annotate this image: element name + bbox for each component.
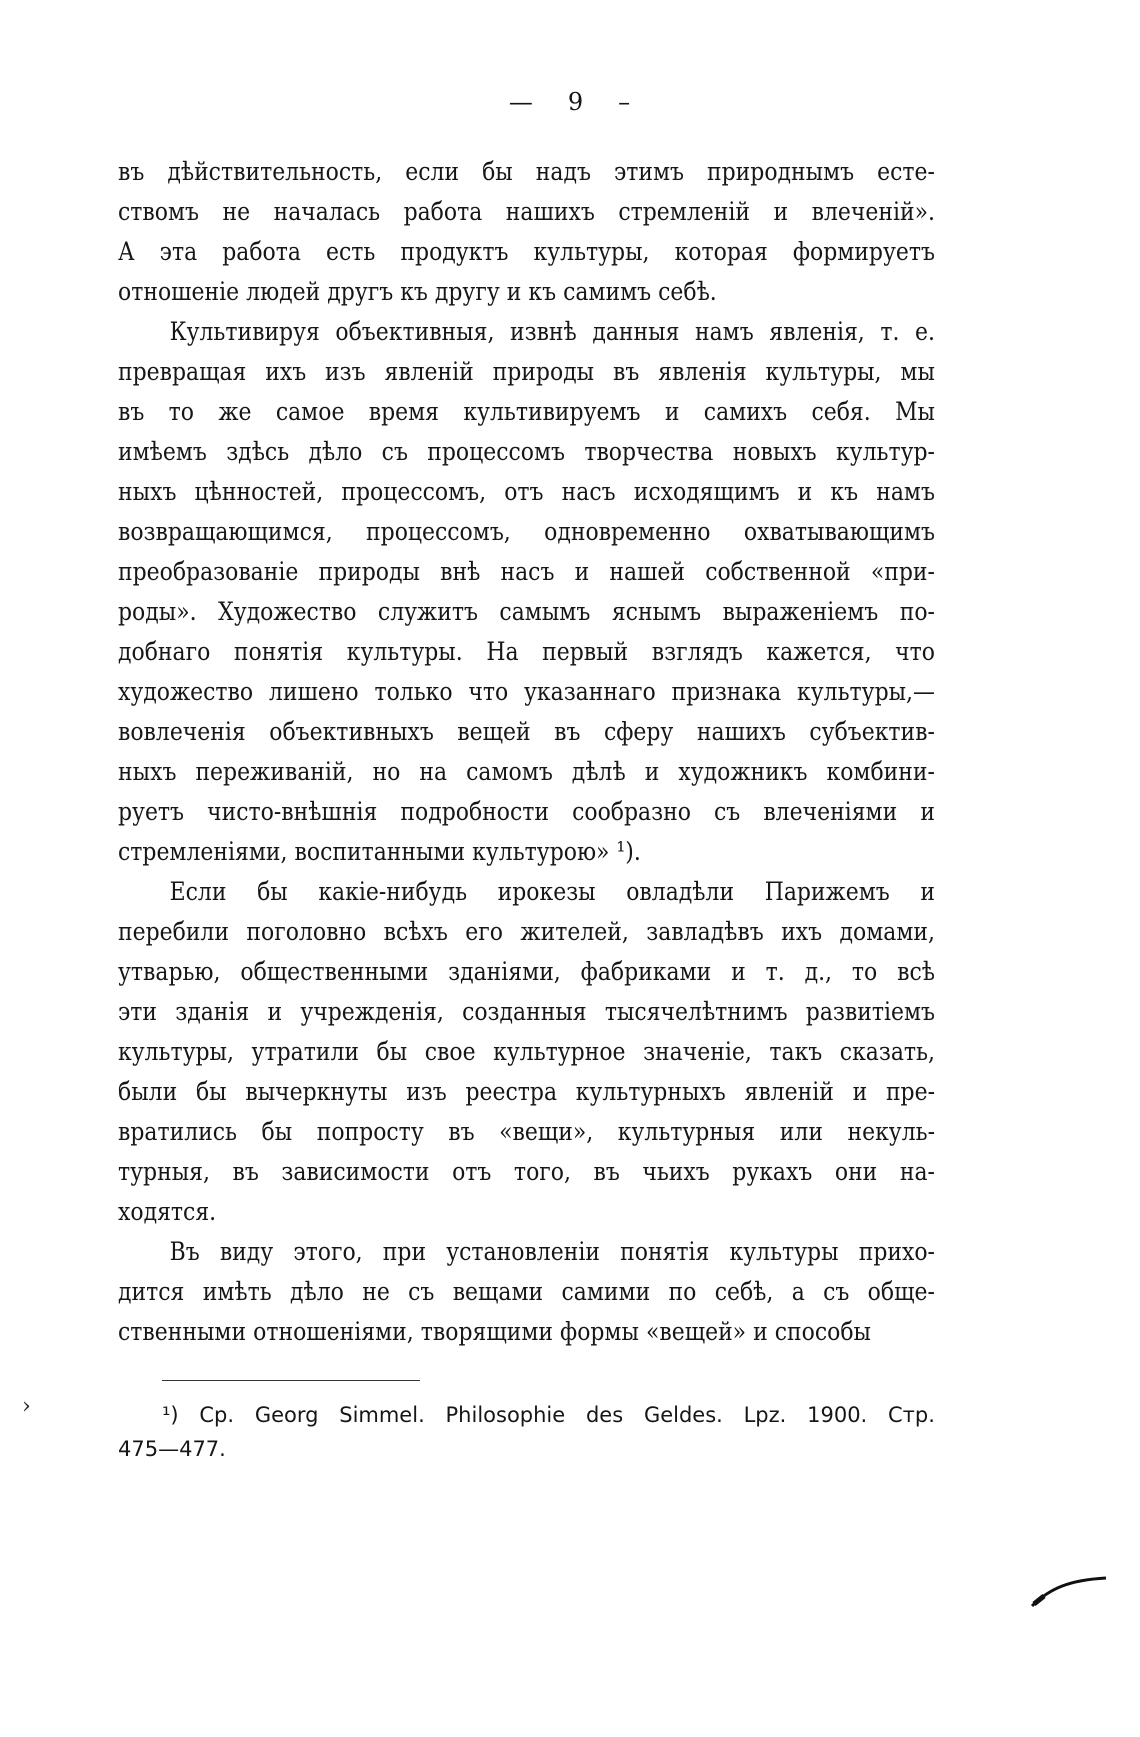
word: ихъ xyxy=(265,357,307,387)
word: дѣйствительность, xyxy=(167,157,383,187)
word: къ xyxy=(528,277,557,307)
word: на- xyxy=(899,1157,935,1187)
ink-stroke-mark xyxy=(1030,1570,1110,1610)
word: которая xyxy=(674,237,768,267)
word: себѣ, xyxy=(714,1277,774,1307)
word: вратились xyxy=(118,1117,237,1147)
word: культуры, xyxy=(118,1037,234,1067)
word: изъ xyxy=(325,357,366,387)
footnote-separator xyxy=(162,1380,420,1381)
word: Philosophie xyxy=(445,1403,566,1427)
text-line xyxy=(118,912,935,952)
text-line xyxy=(118,1112,935,1152)
word: вычеркнуты xyxy=(245,1077,388,1107)
word: формы xyxy=(560,1317,639,1347)
word: къ xyxy=(400,277,428,307)
word: такъ xyxy=(769,1037,823,1067)
word: культурою» xyxy=(472,837,610,867)
word: вещами xyxy=(452,1277,544,1307)
word: что xyxy=(895,637,935,667)
word: людей xyxy=(246,277,321,307)
word: Simmel. xyxy=(339,1403,425,1427)
text-line xyxy=(118,392,935,432)
text-line xyxy=(118,632,935,672)
word: переживаній, xyxy=(195,757,354,787)
word: выраженіемъ xyxy=(722,597,879,627)
word: одновременно xyxy=(544,517,711,547)
word: дѣлѣ xyxy=(571,757,626,787)
page-number xyxy=(0,88,1140,116)
text-line xyxy=(118,432,935,472)
word: служитъ xyxy=(377,597,478,627)
word: были xyxy=(118,1077,178,1107)
text-line xyxy=(118,592,935,632)
word: перебили xyxy=(118,917,229,947)
word: указаннаго xyxy=(524,677,656,707)
word: изъ xyxy=(406,1077,447,1107)
text-line xyxy=(118,672,935,712)
word: въ xyxy=(612,357,640,387)
word: прихо- xyxy=(858,1237,935,1267)
word: творчества xyxy=(584,437,714,467)
word: художникъ xyxy=(678,757,808,787)
word: намъ xyxy=(694,317,754,347)
word: ¹) xyxy=(162,1403,179,1427)
word: началась xyxy=(273,197,381,227)
word: общественными xyxy=(240,957,429,987)
text-line xyxy=(118,272,935,312)
word: насъ xyxy=(500,557,555,587)
word: есть xyxy=(326,237,376,267)
word: ныхъ xyxy=(118,757,177,787)
word: бы xyxy=(376,1037,408,1067)
word: эти xyxy=(118,997,158,1027)
word: «при- xyxy=(870,557,935,587)
word: жителей, xyxy=(520,917,629,947)
word: явленій xyxy=(744,1077,834,1107)
word: дится xyxy=(118,1277,185,1307)
word: въ xyxy=(118,157,145,187)
word: самымъ xyxy=(499,597,591,627)
word: культуры, xyxy=(533,237,650,267)
word: сообразно xyxy=(572,797,691,827)
word: и xyxy=(920,877,935,907)
word: 475—477. xyxy=(118,1437,226,1461)
word: продуктъ xyxy=(400,237,509,267)
word: первый xyxy=(542,637,629,667)
word: «вещей» xyxy=(645,1317,747,1347)
word: себѣ. xyxy=(658,277,717,307)
word: что xyxy=(468,677,509,707)
word: отношеніями, xyxy=(253,1317,414,1347)
word: процессомъ xyxy=(427,437,565,467)
word: Если xyxy=(169,877,227,907)
word: ствомъ xyxy=(118,197,199,227)
word: по- xyxy=(899,597,935,627)
word: зданіями, xyxy=(448,957,561,987)
word: нашихъ xyxy=(696,717,786,747)
word: понятія xyxy=(620,1237,710,1267)
word: творящими xyxy=(420,1317,554,1347)
word: На xyxy=(486,637,519,667)
word: воспитанными xyxy=(294,837,466,867)
text-line xyxy=(118,832,935,872)
word: природнымъ xyxy=(707,157,855,187)
word: культурное xyxy=(493,1037,626,1067)
word: культуры, xyxy=(765,357,882,387)
word: бы xyxy=(257,877,288,907)
word: съ xyxy=(823,1277,850,1307)
word: не xyxy=(222,197,251,227)
word: поголовно xyxy=(246,917,367,947)
word: нашей xyxy=(609,557,686,587)
word: признака xyxy=(671,677,782,707)
word: фабриками xyxy=(580,957,712,987)
word: собственной xyxy=(705,557,851,587)
word: вовлеченія xyxy=(118,717,246,747)
word: е. xyxy=(915,317,935,347)
word: охватывающимъ xyxy=(743,517,935,547)
word: на xyxy=(419,757,448,787)
word: учрежденія, xyxy=(300,997,444,1027)
word: эта xyxy=(159,237,198,267)
word: явленія xyxy=(658,357,747,387)
word: понятія xyxy=(233,637,324,667)
word: тысячелѣтнимъ xyxy=(604,997,788,1027)
text-line xyxy=(118,1192,935,1232)
word: отъ xyxy=(452,1157,492,1187)
word: отъ xyxy=(504,477,544,507)
word: ирокезы xyxy=(497,877,596,907)
word: есте- xyxy=(877,157,935,187)
word: турныя, xyxy=(118,1157,210,1187)
text-line xyxy=(118,352,935,392)
text-line xyxy=(118,312,935,352)
word: этимъ xyxy=(613,157,685,187)
word: культурныхъ xyxy=(575,1077,726,1107)
word: ходятся. xyxy=(118,1197,217,1227)
word: сферу xyxy=(603,717,674,747)
word: самое xyxy=(275,397,345,427)
word: добнаго xyxy=(118,637,211,667)
word: они xyxy=(834,1157,878,1187)
word: Cp. xyxy=(199,1403,235,1427)
word: попросту xyxy=(316,1117,424,1147)
word: другъ xyxy=(327,277,394,307)
word: себя. xyxy=(811,397,871,427)
word: установленіи xyxy=(446,1237,600,1267)
text-line xyxy=(118,1272,935,1312)
word: зависимости xyxy=(281,1157,430,1187)
word: яснымъ xyxy=(611,597,702,627)
text-line xyxy=(118,752,935,792)
word: нашихъ xyxy=(505,197,595,227)
word: время xyxy=(368,397,440,427)
page-number-value: 9 xyxy=(567,88,585,116)
word: какіе-нибудь xyxy=(318,877,468,907)
word: бы xyxy=(482,157,513,187)
word: всѣхъ xyxy=(383,917,448,947)
word: дѣло xyxy=(308,437,363,467)
word: и xyxy=(506,277,522,307)
word: культивируемъ xyxy=(463,397,641,427)
word: стремленіями, xyxy=(118,837,288,867)
word: и xyxy=(797,477,813,507)
word: при xyxy=(382,1237,427,1267)
word: лишено xyxy=(268,677,359,707)
word: же xyxy=(218,397,252,427)
word: процессомъ, xyxy=(366,517,511,547)
word: объективныя, xyxy=(335,317,495,347)
word: руетъ xyxy=(118,797,185,827)
text-line xyxy=(118,1152,935,1192)
word: формируетъ xyxy=(792,237,935,267)
word: Стр. xyxy=(888,1403,935,1427)
word: субъектив- xyxy=(809,717,935,747)
text-line xyxy=(118,952,935,992)
word: работа xyxy=(403,197,483,227)
word: явленій xyxy=(384,357,474,387)
word: по xyxy=(668,1277,697,1307)
word: въ xyxy=(118,397,145,427)
word: и xyxy=(753,1317,768,1347)
word: культуры,— xyxy=(797,677,935,707)
word: природы xyxy=(492,357,595,387)
word: Художество xyxy=(218,597,357,627)
word: самихъ xyxy=(703,397,788,427)
word: то xyxy=(168,397,194,427)
word: надъ xyxy=(535,157,591,187)
word: и xyxy=(574,557,590,587)
word: развитіемъ xyxy=(805,997,935,1027)
word: всѣ xyxy=(897,957,935,987)
word: если xyxy=(405,157,460,187)
word: д., xyxy=(804,957,833,987)
word: Geldes. xyxy=(643,1403,723,1427)
text-line xyxy=(118,992,935,1032)
word: утратили xyxy=(251,1037,359,1067)
word: и xyxy=(664,397,680,427)
word: въ xyxy=(232,1157,259,1187)
word: самими xyxy=(561,1277,651,1307)
word: и xyxy=(731,957,746,987)
word: объективныхъ xyxy=(269,717,434,747)
word: въ xyxy=(448,1117,475,1147)
word: и xyxy=(644,757,660,787)
word: имѣть xyxy=(202,1277,272,1307)
word: дѣло xyxy=(290,1277,344,1307)
word: Парижемъ xyxy=(764,877,890,907)
word: значеніе, xyxy=(643,1037,752,1067)
text-line xyxy=(118,152,935,192)
margin-mark: › xyxy=(22,1394,31,1419)
word: влеченіями xyxy=(763,797,898,827)
word: внѣ xyxy=(440,557,481,587)
word: но xyxy=(372,757,401,787)
word: некуль- xyxy=(847,1117,935,1147)
word: А xyxy=(118,237,135,267)
word: Lpz. xyxy=(743,1403,787,1427)
word: «вещи», xyxy=(499,1117,594,1147)
word: самомъ xyxy=(466,757,553,787)
word: культурныя xyxy=(617,1117,756,1147)
word: чисто-внѣшнія xyxy=(207,797,378,827)
word: и xyxy=(852,1077,868,1107)
word: кажется, xyxy=(766,637,872,667)
text-line xyxy=(118,472,935,512)
word: съ xyxy=(381,437,408,467)
word: а xyxy=(791,1277,805,1307)
word: его xyxy=(465,917,503,947)
word: и xyxy=(920,797,935,827)
word: культуры xyxy=(729,1237,839,1267)
word: и xyxy=(773,197,789,227)
word: данныя xyxy=(592,317,680,347)
word: созданныя xyxy=(462,997,587,1027)
word: бы xyxy=(195,1077,227,1107)
word: чьихъ xyxy=(642,1157,710,1187)
word: возвращающимся, xyxy=(118,517,333,547)
page-number-dash-left: — xyxy=(508,88,534,116)
word: Въ xyxy=(169,1237,200,1267)
word: ихъ xyxy=(781,917,823,947)
word: бы xyxy=(261,1117,293,1147)
word: т. xyxy=(765,957,785,987)
text-line xyxy=(118,1032,935,1072)
word: Georg xyxy=(254,1403,319,1427)
text-line xyxy=(118,232,935,272)
word: рукахъ xyxy=(732,1157,813,1187)
word: то xyxy=(851,957,878,987)
word: въ xyxy=(554,717,581,747)
word: только xyxy=(374,677,453,707)
word: цѣнностей, xyxy=(194,477,324,507)
word: этого, xyxy=(293,1237,363,1267)
word: утварью, xyxy=(118,957,221,987)
word: вещей xyxy=(457,717,531,747)
word: природы xyxy=(318,557,420,587)
word: стремленій xyxy=(618,197,750,227)
word: т. xyxy=(880,317,900,347)
word: подробности xyxy=(400,797,550,827)
page-number-dash-right: – xyxy=(618,88,632,116)
word: процессомъ, xyxy=(341,477,487,507)
word: или xyxy=(779,1117,823,1147)
text-line xyxy=(118,552,935,592)
word: комбини- xyxy=(826,757,935,787)
text-line xyxy=(118,792,935,832)
word: насъ xyxy=(561,477,616,507)
word: способы xyxy=(774,1317,872,1347)
text-line xyxy=(118,1312,935,1352)
word: новыхъ xyxy=(732,437,817,467)
body-text xyxy=(118,152,935,1352)
word: сказать, xyxy=(839,1037,935,1067)
word: съ xyxy=(408,1277,435,1307)
word: превращая xyxy=(118,357,247,387)
word: виду xyxy=(219,1237,274,1267)
word: художество xyxy=(118,677,254,707)
footnote xyxy=(118,1398,935,1466)
text-line xyxy=(118,872,935,912)
text-line xyxy=(118,192,935,232)
word: ¹). xyxy=(616,837,641,867)
word: Культивируя xyxy=(169,317,320,347)
text-line xyxy=(118,512,935,552)
word: пре- xyxy=(885,1077,935,1107)
word: 1900. xyxy=(807,1403,868,1427)
word: des xyxy=(585,1403,624,1427)
word: свое xyxy=(424,1037,476,1067)
word: домами, xyxy=(839,917,935,947)
word: ственными xyxy=(118,1317,247,1347)
word: отношеніе xyxy=(118,277,240,307)
word: обще- xyxy=(867,1277,935,1307)
word: овладѣли xyxy=(626,877,735,907)
word: къ xyxy=(830,477,859,507)
word: ныхъ xyxy=(118,477,177,507)
word: въ xyxy=(593,1157,620,1187)
text-line xyxy=(118,1232,935,1272)
word: здѣсь xyxy=(226,437,290,467)
word: культур- xyxy=(835,437,935,467)
footnote-line xyxy=(118,1398,935,1432)
word: извнѣ xyxy=(509,317,577,347)
word: реестра xyxy=(465,1077,558,1107)
word: съ xyxy=(713,797,741,827)
text-line xyxy=(118,1072,935,1112)
word: культуры. xyxy=(346,637,463,667)
word: другу xyxy=(434,277,500,307)
text-line xyxy=(118,712,935,752)
word: мы xyxy=(900,357,935,387)
word: Мы xyxy=(895,397,935,427)
word: зданія xyxy=(175,997,250,1027)
word: самимъ xyxy=(563,277,652,307)
word: не xyxy=(362,1277,390,1307)
word: имѣемъ xyxy=(118,437,207,467)
word: влеченій». xyxy=(811,197,935,227)
word: преобразованіе xyxy=(118,557,299,587)
word: того, xyxy=(513,1157,571,1187)
word: завладѣвъ xyxy=(646,917,764,947)
footnote-line xyxy=(118,1432,935,1466)
word: намъ xyxy=(876,477,935,507)
word: и xyxy=(267,997,283,1027)
word: исходящимъ xyxy=(633,477,780,507)
word: работа xyxy=(222,237,301,267)
word: взглядъ xyxy=(651,637,743,667)
word: явленія, xyxy=(769,317,865,347)
word: роды». xyxy=(118,597,197,627)
